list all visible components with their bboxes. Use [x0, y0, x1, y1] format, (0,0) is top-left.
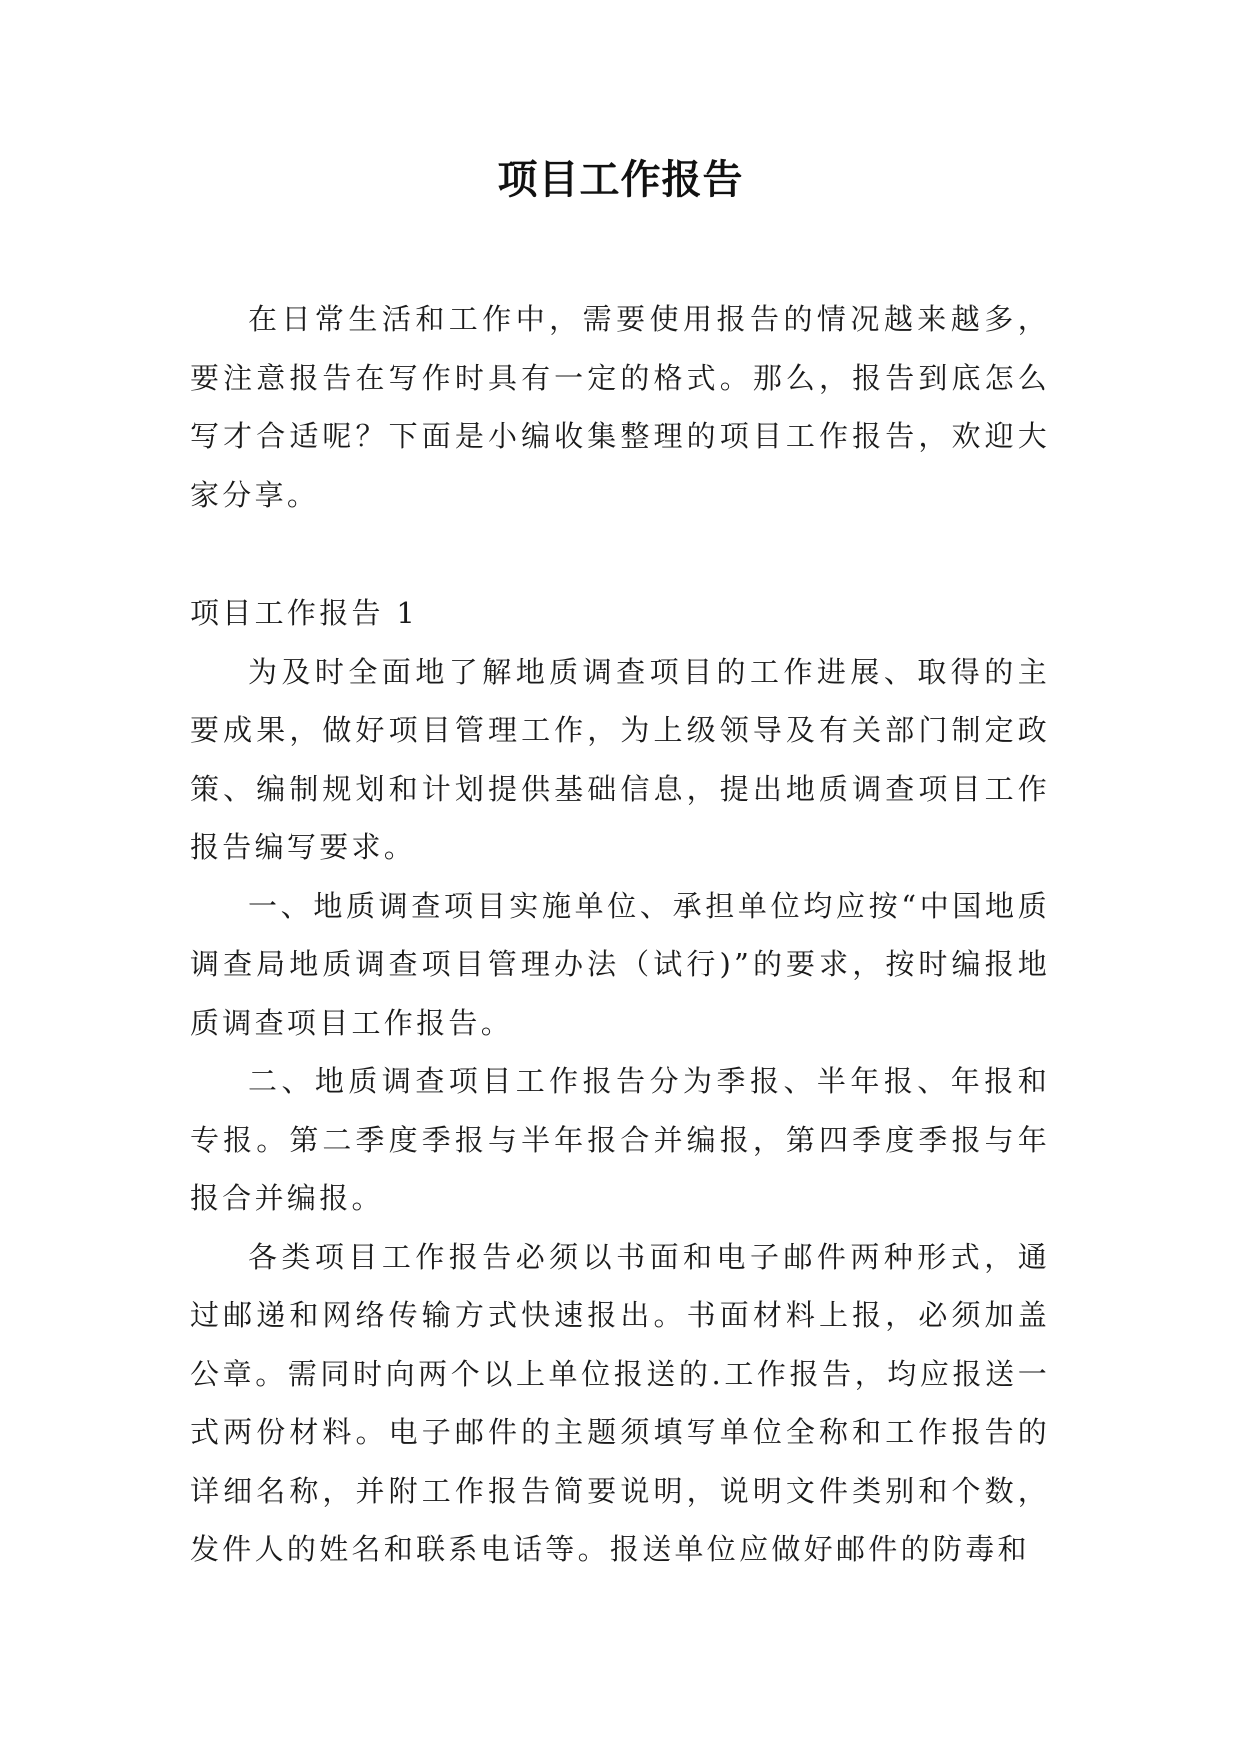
document-body [190, 290, 1050, 1579]
section-heading: 项目工作报告 1 [190, 596, 419, 630]
body-paragraph: 为及时全面地了解地质调查项目的工作进展、取得的主要成果，做好项目管理工作，为上级领导及有关部门制定政策、编制规划和计划提供基础信息，提出地质调查项目工作报告编写要求。 [190, 654, 1050, 864]
document-title: 项目工作报告 [497, 157, 744, 203]
intro-paragraph: 在日常生活和工作中，需要使用报告的情况越来越多，要注意报告在写作时具有一定的格式。那么，报告到底怎么写才合适呢？下面是小编收集整理的项目工作报告，欢迎大家分享。 [190, 302, 1050, 512]
body-paragraph: 各类项目工作报告必须以书面和电子邮件两种形式，通过邮递和网络传输方式快速报出。书面材料上报，必须加盖公章。需同时向两个以上单位报送的.工作报告，均应报送一式两份材料。电子邮件的主题须填写单位全称和工作报告的详细名称，并附工作报告简要说明，说明文件类别和个数，发件人的姓名和联系电话等。报送单位应做好邮件的防毒和 [190, 1239, 1050, 1566]
body-paragraph: 一、地质调查项目实施单位、承担单位均应按“中国地质调查局地质调查项目管理办法（试行)”的要求，按时编报地质调查项目工作报告。 [190, 888, 1050, 1040]
body-paragraph: 二、地质调查项目工作报告分为季报、半年报、年报和专报。第二季度季报与半年报合并编报，第四季度季报与年报合并编报。 [190, 1064, 1050, 1215]
